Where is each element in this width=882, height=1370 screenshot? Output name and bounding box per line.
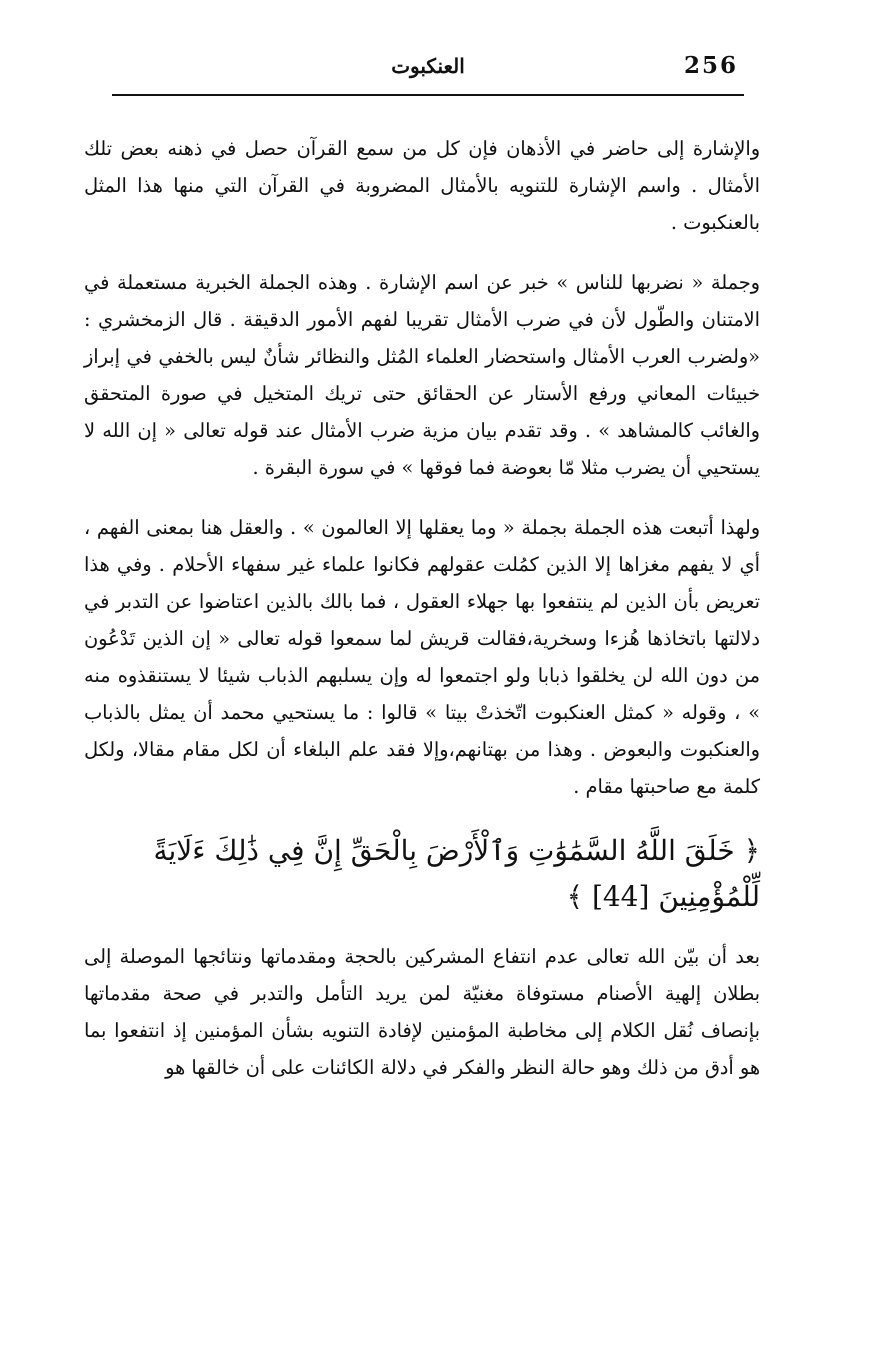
paragraph-4: بعد أن بيّن الله تعالى عدم انتفاع المشركين بالحجة ومقدماتها ونتائجها الموصلة إلى بطلان إلهية الأصنام مستوفاة مغنيّة لمن يريد التأمل والتدبر في صحة مقدماتها بإنصاف نُقل الكلام إلى مخاطبة المؤمنين لإفادة التنويه بشأن المؤمنين إذ انتفعوا بما هو أدق من ذلك وهو حالة النظر والفكر في دلالة الكائنات على أن خالقها هو bbox=[84, 945, 760, 1079]
page-number: 256 bbox=[683, 52, 738, 79]
verse-open-bracket: ﴿ bbox=[743, 834, 760, 867]
paragraph-1: والإشارة إلى حاضر في الأذهان فإن كل من سمع القرآن حصل في ذهنه بعض تلك الأمثال . واسم الإشارة للتنويه بالأمثال المضروبة في القرآن التي منها هذا المثل بالعنكبوت . bbox=[84, 137, 760, 234]
quran-verse bbox=[84, 828, 760, 920]
verse-text: خَلَقَ اللَّهُ السَّمَٰوَٰتِ وَٱلْأَرْضَ بِالْحَقِّ إِنَّ فِي ذَٰلِكَ ءَلَايَةً لِّلْمُؤْمِنِينَ bbox=[153, 834, 760, 913]
page-header bbox=[112, 48, 744, 88]
paragraph-3: ولهذا أتبعت هذه الجملة بجملة « وما يعقلها إلا العالمون » . والعقل هنا بمعنى الفهم ، أي لا يفهم مغزاها إلا الذين كمُلت عقولهم فكانوا علماء غير سفهاء الأحلام . وفي هذا تعريض بأن الذين لم ينتفعوا بها جهلاء العقول ، فما بالك بالذين اعتاضوا عن التدبر في دلالتها باتخاذها هُزءا وسخرية،فقالت قريش لما سمعوا قوله تعالى « إن الذين تَدْعُون من دون الله لن يخلقوا ذبابا ولو اجتمعوا له وإن يسلبهم الذباب شيئا لا يستنقذوه منه » ، وقوله « كمثل العنكبوت اتّخذتْ بيتا » قالوا : ما يستحيي محمد أن يمثل بالذباب والعنكبوت والبعوض . وهذا من بهتانهم،وإلا فقد علم البلغاء أن لكل مقام مقالا، ولكل كلمة مع صاحبتها مقام . bbox=[84, 516, 760, 798]
verse-close-bracket: ﴾ bbox=[566, 880, 584, 913]
header-rule bbox=[112, 94, 744, 96]
paragraph-2: وجملة « نضربها للناس » خبر عن اسم الإشارة . وهذه الجملة الخبرية مستعملة في الامتنان والطّول لأن في ضرب الأمثال تقريبا لفهم الأمور الدقيقة . قال الزمخشري : «ولضرب العرب الأمثال واستحضار العلماء المُثل والنظائر شأنٌ ليس بالخفي في إبراز خبيئات المعاني ورفع الأستار عن الحقائق حتى تريك المتخيل في صورة المتحقق والغائب كالمشاهد » . وقد تقدم بيان مزية ضرب الأمثال عند قوله تعالى « إن الله لا يستحيي أن يضرب مثلا مّا بعوضة فما فوقها » في سورة البقرة . bbox=[84, 271, 760, 479]
verse-number: [44] bbox=[591, 880, 650, 913]
page-body bbox=[84, 130, 760, 1109]
running-title: العنكبوت bbox=[391, 54, 465, 78]
